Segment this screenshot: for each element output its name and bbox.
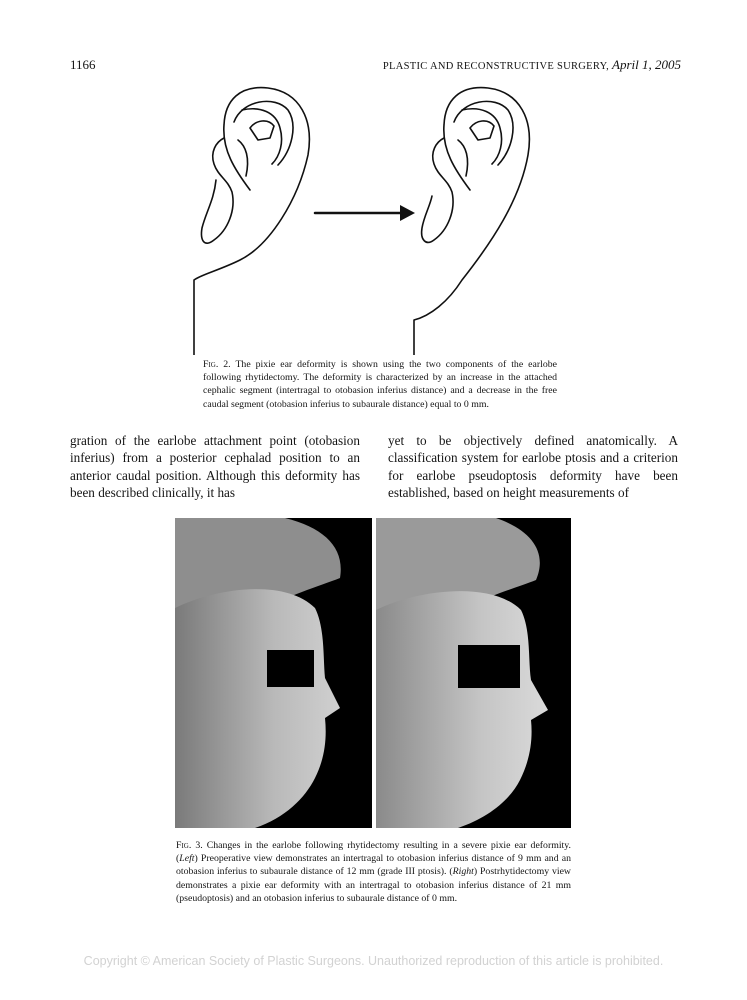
journal-name: PLASTIC AND RECONSTRUCTIVE SURGERY, <box>382 61 610 72</box>
figure-3-right-label: Right <box>452 866 474 878</box>
ear-drawing-after <box>414 88 529 355</box>
figure-2-caption-text: The pixie ear deformity is shown using the two components of the earlobe following rhytidectomy. The deformity is characterized by an increase in the attached cephalic segment (intertragal to otobasion inferius distance) and a decrease in the free caudal segment (otobasion inferius to subaurale distance) equal to 0 mm. <box>203 359 557 410</box>
eye-censor-bar <box>267 650 314 687</box>
figure-2-caption <box>203 358 557 411</box>
figure-3-caption-part-b: ) Preoperative view demonstrates an intertragal to otobasion inferius distance of 9 mm and an otobasion inferius to subaurale distance of 12 mm (grade III ptosis). ( <box>176 853 571 878</box>
figure-2-ear-drawings <box>180 80 560 355</box>
figure-3-caption <box>176 839 571 905</box>
ear-drawing-before <box>194 88 309 355</box>
issue-date: April 1, 2005 <box>612 57 681 72</box>
preoperative-photo <box>175 518 372 828</box>
running-head <box>383 57 681 73</box>
figure-3-label: Fig. 3. <box>176 840 203 851</box>
copyright-footer: Copyright © American Society of Plastic Surgeons. Unauthorized reproduction of this article is prohibited. <box>83 954 664 968</box>
body-text-left-column: gration of the earlobe attachment point (otobasion inferius) from a posterior cephalad position to an anterior caudal position. Although this deformity has been described clinically, it has <box>70 433 360 500</box>
figure-3-caption-part-c: ) Postrhytidectomy view demonstrates a pixie ear deformity with an intertragal to otobasion inferius distance of 21 mm (pseudoptosis) and an otobasion inferius to subaurale distance of 0 mm. <box>176 866 571 904</box>
figure-3-caption-part-a: Changes in the earlobe following rhytidectomy resulting in a severe pixie ear deformity. ( <box>176 840 571 865</box>
postoperative-photo <box>376 518 571 828</box>
page-number: 1166 <box>70 57 96 72</box>
eye-censor-bar <box>458 645 520 688</box>
figure-2-label: Fig. 2. <box>203 359 231 370</box>
body-text-right-column: yet to be objectively defined anatomically. A classification system for earlobe ptosis and a criterion for earlobe pseudoptosis deformity have been established, based on height measurements of <box>388 433 678 500</box>
arrow-right-icon <box>315 205 415 221</box>
figure-3-left-label: Left <box>179 853 195 865</box>
